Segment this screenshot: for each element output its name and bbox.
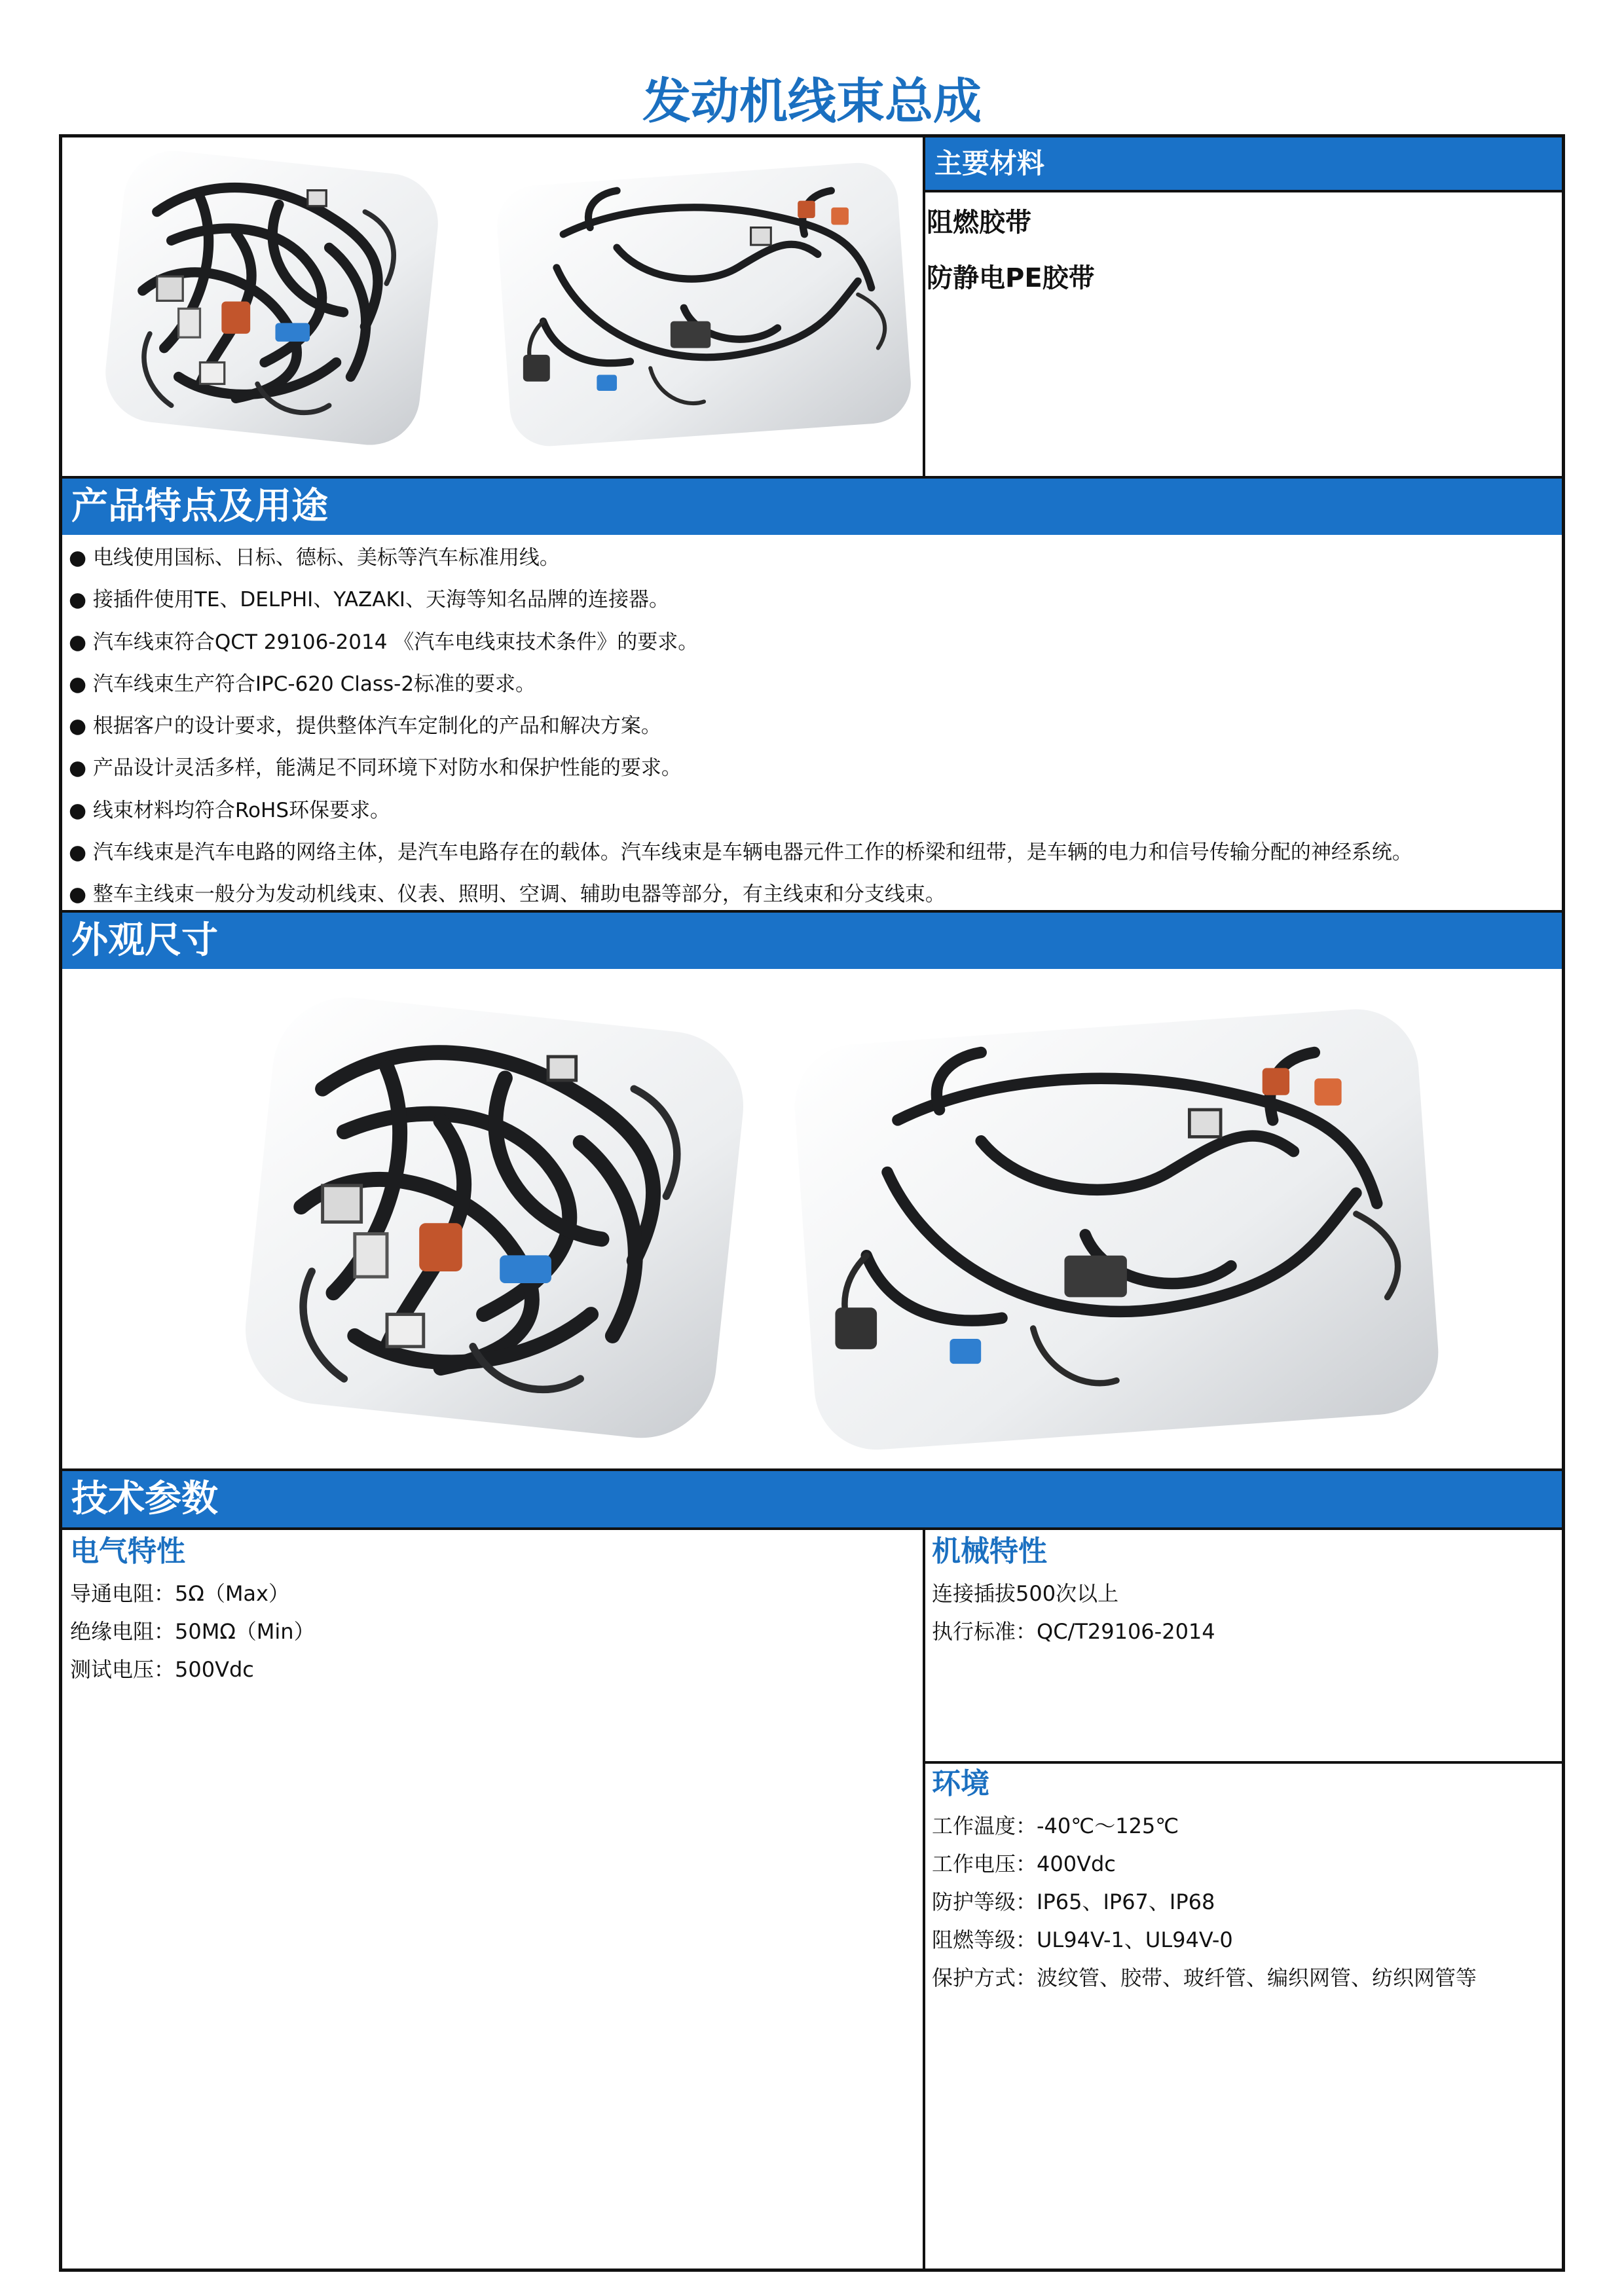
- environment-param: 保护方式：波纹管、胶带、玻纤管、编织网管、纺织网管等: [932, 1965, 1477, 1990]
- feature-item: ● 汽车线束生产符合IPC-620 Class-2标准的要求。: [69, 672, 536, 696]
- mechanical-title: 机械特性: [932, 1535, 1047, 1568]
- materials-header: 主要材料: [925, 137, 1562, 190]
- feature-item: ● 根据客户的设计要求，提供整体汽车定制化的产品和解决方案。: [69, 714, 661, 738]
- spec-sheet-frame: [59, 134, 1565, 2272]
- tech-divider: [923, 1527, 925, 2270]
- page-title: 发动机线束总成: [642, 73, 982, 130]
- environment-param: 阻燃等级：UL94V-1、UL94V-0: [932, 1927, 1233, 1952]
- appearance-header: 外观尺寸: [62, 913, 1562, 969]
- material-item: 防静电PE胶带: [927, 263, 1095, 293]
- feature-item: ● 电线使用国标、日标、德标、美标等汽车标准用线。: [69, 546, 560, 570]
- feature-item: ● 线束材料均符合RoHS环保要求。: [69, 798, 391, 822]
- features-list: [69, 537, 1555, 916]
- feature-item: ● 汽车线束符合QCT 29106-2014 《汽车电线束技术条件》的要求。: [69, 630, 699, 654]
- electrical-param: 导通电阻：5Ω（Max）: [70, 1581, 289, 1606]
- environment-rule: [925, 1761, 1562, 1764]
- feature-item: ● 汽车线束是汽车电路的网络主体，是汽车电路存在的载体。汽车线束是车辆电器元件工作的桥梁和纽带，是车辆的电力和信号传输分配的神经系统。: [69, 841, 1412, 865]
- section-rule: [62, 1527, 1562, 1530]
- feature-item: ● 整车主线束一般分为发动机线束、仪表、照明、空调、辅助电器等部分，有主线束和分支线束。: [69, 883, 946, 907]
- environment-param: 防护等级：IP65、IP67、IP68: [932, 1889, 1215, 1914]
- electrical-param: 绝缘电阻：50MΩ（Min）: [70, 1619, 315, 1644]
- materials-header-rule: [925, 190, 1562, 192]
- environment-param: 工作电压：400Vdc: [932, 1851, 1116, 1876]
- feature-item: ● 产品设计灵活多样，能满足不同环境下对防水和保护性能的要求。: [69, 756, 682, 780]
- harness-photo-top-left: [88, 147, 455, 448]
- material-item: 阻燃胶带: [927, 208, 1031, 238]
- environment-title: 环境: [932, 1767, 989, 1800]
- harness-photo-large-right: [769, 995, 1464, 1453]
- features-header: 产品特点及用途: [62, 479, 1562, 535]
- electrical-title: 电气特性: [70, 1535, 185, 1568]
- mechanical-param: 连接插拔500次以上: [932, 1581, 1119, 1606]
- tech-header: 技术参数: [62, 1471, 1562, 1527]
- feature-item: ● 接插件使用TE、DELPHI、YAZAKI、天海等知名品牌的连接器。: [69, 588, 669, 612]
- electrical-param: 测试电压：500Vdc: [70, 1657, 254, 1682]
- mechanical-param: 执行标准：QC/T29106-2014: [932, 1619, 1215, 1644]
- environment-param: 工作温度：-40℃～125℃: [932, 1813, 1179, 1838]
- harness-photo-top-right: [481, 154, 927, 448]
- harness-photo-large-left: [226, 989, 763, 1447]
